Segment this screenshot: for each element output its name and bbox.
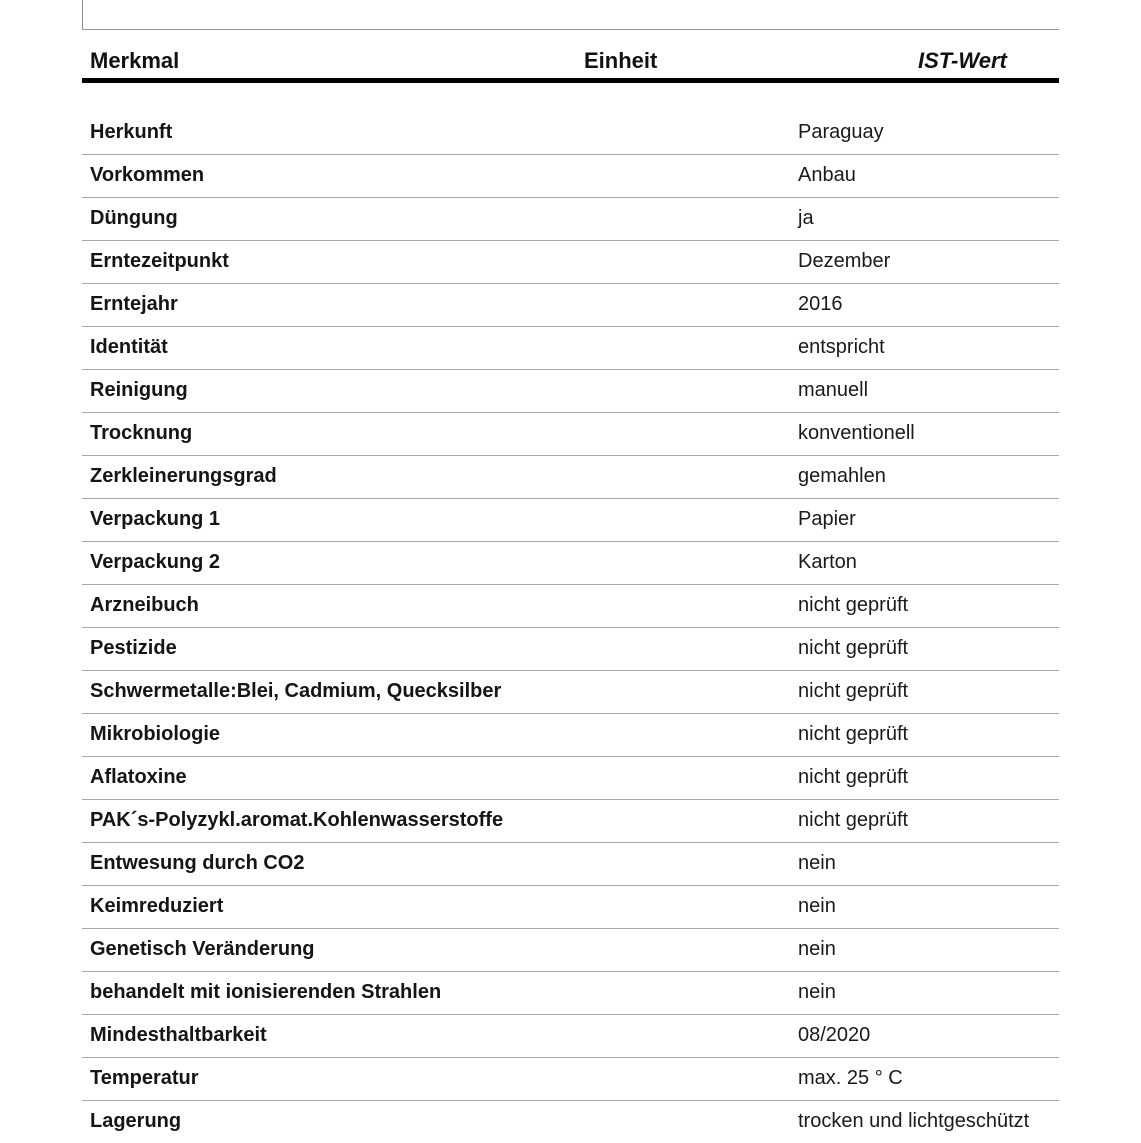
row-merkmal: Lagerung: [90, 1110, 182, 1132]
row-merkmal: Genetisch Veränderung: [90, 938, 315, 960]
table-row: [82, 886, 1059, 929]
table-row: [82, 456, 1059, 499]
row-ist-wert: 2016: [798, 293, 843, 315]
row-merkmal: Temperatur: [90, 1067, 199, 1089]
row-ist-wert: gemahlen: [798, 465, 886, 487]
table-row: [82, 327, 1059, 370]
row-merkmal: Keimreduziert: [90, 895, 224, 917]
row-ist-wert: max. 25 ° C: [798, 1067, 903, 1089]
row-merkmal: Pestizide: [90, 637, 177, 659]
row-ist-wert: Dezember: [798, 250, 891, 272]
table-row: [82, 284, 1059, 327]
table-row: [82, 241, 1059, 284]
top-vertical-rule: [82, 0, 83, 30]
header-einheit: Einheit: [584, 48, 658, 73]
row-merkmal: Erntejahr: [90, 293, 178, 315]
row-merkmal: Verpackung 1: [90, 508, 221, 530]
table-row: [82, 413, 1059, 456]
spec-table: [82, 112, 1059, 1143]
row-merkmal: Herkunft: [90, 121, 173, 143]
table-row: [82, 757, 1059, 800]
row-merkmal: Zerkleinerungsgrad: [90, 465, 277, 487]
row-ist-wert: nein: [798, 852, 836, 874]
row-merkmal: Trocknung: [90, 422, 193, 444]
table-row: [82, 370, 1059, 413]
row-merkmal: Düngung: [90, 207, 178, 229]
table-row: [82, 198, 1059, 241]
row-ist-wert: nein: [798, 981, 836, 1003]
row-merkmal: Vorkommen: [90, 164, 205, 186]
row-ist-wert: Karton: [798, 551, 857, 573]
table-row: [82, 843, 1059, 886]
row-merkmal: Arzneibuch: [90, 594, 199, 616]
table-row: [82, 929, 1059, 972]
table-row: [82, 112, 1059, 155]
table-row: [82, 1058, 1059, 1101]
table-row: [82, 499, 1059, 542]
header-merkmal: Merkmal: [90, 48, 180, 73]
row-merkmal: Entwesung durch CO2: [90, 852, 305, 874]
table-header: [82, 40, 1059, 78]
table-row: [82, 800, 1059, 843]
table-row: [82, 714, 1059, 757]
row-ist-wert: nicht geprüft: [798, 723, 909, 745]
table-row: [82, 155, 1059, 198]
table-row: [82, 671, 1059, 714]
row-ist-wert: entspricht: [798, 336, 885, 358]
row-merkmal: PAK´s-Polyzykl.aromat.Kohlenwasserstoffe: [90, 809, 504, 831]
row-merkmal: Mindesthaltbarkeit: [90, 1024, 267, 1046]
row-ist-wert: Paraguay: [798, 121, 884, 143]
row-ist-wert: Anbau: [798, 164, 856, 186]
row-ist-wert: nein: [798, 938, 836, 960]
top-horizontal-rule: [82, 29, 1059, 30]
row-merkmal: Mikrobiologie: [90, 723, 220, 745]
table-row: [82, 542, 1059, 585]
row-ist-wert: nicht geprüft: [798, 766, 909, 788]
row-merkmal: behandelt mit ionisierenden Strahlen: [90, 981, 442, 1003]
table-row: [82, 628, 1059, 671]
header-rule: [82, 78, 1059, 83]
table-row: [82, 1015, 1059, 1058]
header-ist-wert: IST-Wert: [918, 48, 1007, 73]
row-merkmal: Reinigung: [90, 379, 188, 401]
row-merkmal: Identität: [90, 336, 168, 358]
row-ist-wert: manuell: [798, 379, 869, 401]
row-merkmal: Schwermetalle:Blei, Cadmium, Quecksilber: [90, 680, 502, 702]
row-ist-wert: 08/2020: [798, 1024, 871, 1046]
row-ist-wert: nicht geprüft: [798, 680, 909, 702]
row-ist-wert: ja: [798, 207, 814, 229]
table-row: [82, 585, 1059, 628]
row-merkmal: Aflatoxine: [90, 766, 187, 788]
row-ist-wert: nicht geprüft: [798, 594, 909, 616]
row-ist-wert: Papier: [798, 508, 856, 530]
row-merkmal: Erntezeitpunkt: [90, 250, 229, 272]
table-row: [82, 1101, 1059, 1143]
row-ist-wert: konventionell: [798, 422, 915, 444]
row-ist-wert: nicht geprüft: [798, 637, 909, 659]
row-ist-wert: nicht geprüft: [798, 809, 909, 831]
row-merkmal: Verpackung 2: [90, 551, 221, 573]
row-ist-wert: nein: [798, 895, 836, 917]
row-ist-wert: trocken und lichtgeschützt: [798, 1110, 1030, 1132]
table-row: [82, 972, 1059, 1015]
